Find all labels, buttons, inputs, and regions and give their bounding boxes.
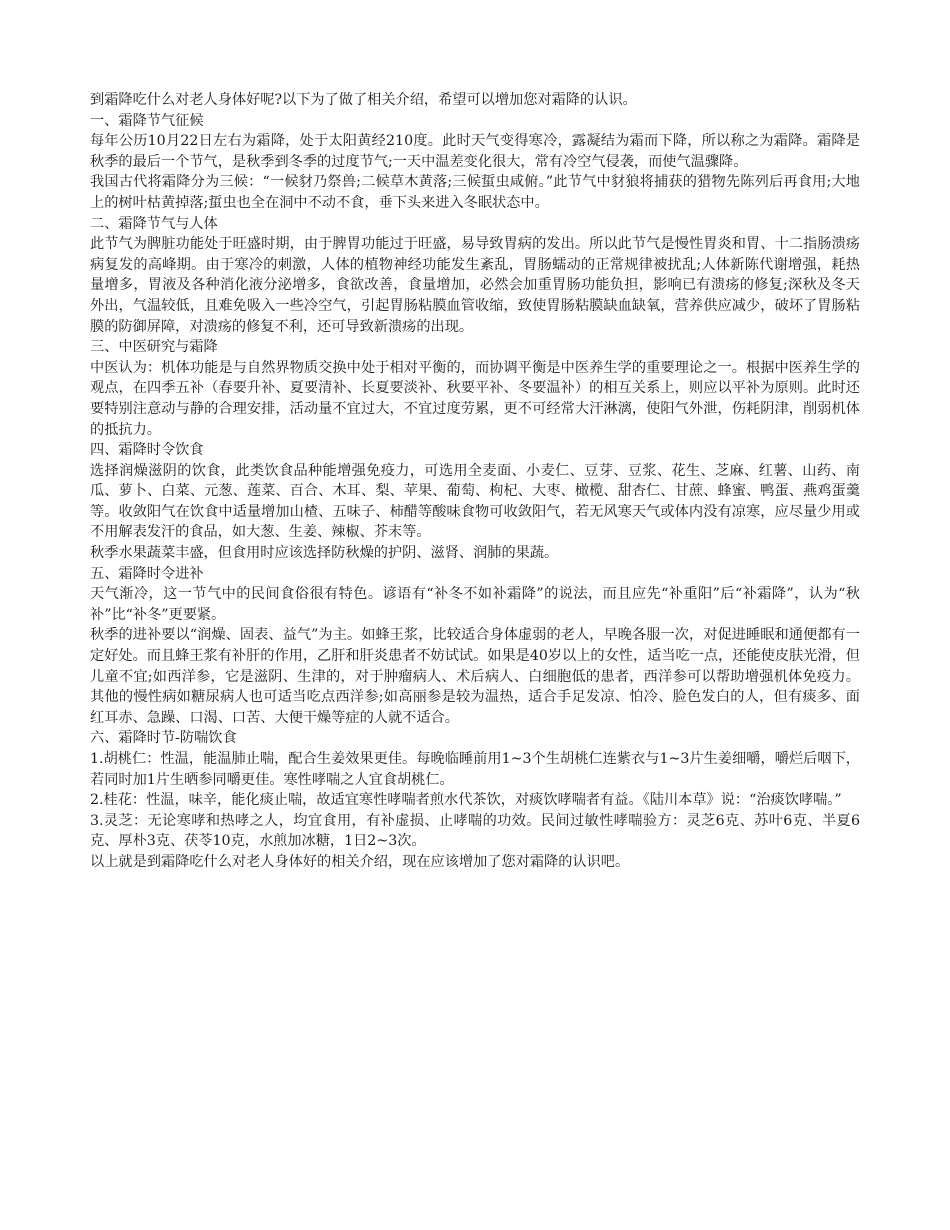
list-item: 3.灵芝：无论寒哮和热哮之人，均宜食用，有补虚损、止哮喘的功效。民间过敏性哮喘验方：灵芝6克、苏叶6克、半夏6克、厚朴3克、茯苓10克，水煎加冰糖，1日2~3次。: [90, 812, 860, 850]
body-paragraph: 我国古代将霜降分为三候：“一候豺乃祭兽;二候草木黄落;三候蜇虫咸俯。”此节气中豺狼将捕获的猎物先陈列后再食用;大地上的树叶枯黄掉落;蜇虫也全在洞中不动不食，垂下头来进入冬眠状态中。: [90, 174, 860, 211]
section-heading: 四、霜降时令饮食: [90, 442, 204, 459]
list-item: 2.桂花：性温，味辛，能化痰止喘，故适宜寒性哮喘者煎水代茶饮，对痰饮哮喘者有益。《陆川本草》说：“治痰饮哮喘。”: [90, 792, 842, 809]
body-paragraph: 此节气为脾脏功能处于旺盛时期，由于脾胃功能过于旺盛，易导致胃病的发出。所以此节气是慢性胃炎和胃、十二指肠溃疡病复发的高峰期。由于寒冷的刺激，人体的植物神经功能发生紊乱，胃肠蠕动的正常规律被扰乱;人体新陈代谢增强，耗热量增多，胃液及各种消化液分泌增多，食欲改善，食量增加，必然会加重胃肠功能负担，影响已有溃疡的修复;深秋及冬天外出，气温较低，且难免吸入一些冷空气，引起胃肠粘膜血管收缩，致使胃肠粘膜缺血缺氧，营养供应减少，破坏了胃肠粘膜的防御屏障，对溃疡的修复不利，还可导致新溃疡的出现。: [90, 236, 860, 335]
body-paragraph: 秋季水果蔬菜丰盛，但食用时应该选择防秋燥的护阴、滋肾、润肺的果蔬。: [90, 545, 559, 562]
section-heading: 五、霜降时令进补: [90, 565, 204, 582]
section-heading: 二、霜降节气与人体: [90, 215, 218, 232]
body-paragraph: 中医认为：机体功能是与自然界物质交换中处于相对平衡的，而协调平衡是中医养生学的重要理论之一。根据中医养生学的观点，在四季五补（春要升补、夏要清补、长夏要淡补、秋要平补、冬要温补）的相互关系上，则应以平补为原则。此时还要特别注意动与静的合理安排，活动量不宜过大，不宜过度劳累，更不可经常大汗淋漓，使阳气外泄，伤耗阴津，削弱机体的抵抗力。: [90, 359, 860, 438]
body-paragraph: 天气渐冷，这一节气中的民间食俗很有特色。谚语有“补冬不如补霜降”的说法，而且应先“补重阳”后“补霜降”，认为“秋补”比“补冬”更要紧。: [90, 586, 860, 623]
intro-paragraph: 到霜降吃什么对老人身体好呢?以下为了做了相关介绍，希望可以增加您对霜降的认识。: [90, 92, 637, 108]
document-body: [90, 90, 860, 873]
list-item: 1.胡桃仁：性温，能温肺止喘，配合生姜效果更佳。每晚临睡前用1~3个生胡桃仁连紫衣与1~3片生姜细嚼，嚼烂后咽下，若同时加1片生晒参同嚼更佳。寒性哮喘之人宜食胡桃仁。: [90, 751, 860, 788]
body-paragraph: 选择润燥滋阴的饮食，此类饮食品种能增强免疫力，可选用全麦面、小麦仁、豆芽、豆浆、花生、芝麻、红薯、山药、南瓜、萝卜、白菜、元葱、莲菜、百合、木耳、梨、苹果、葡萄、枸杞、大枣、橄榄、甜杏仁、甘蔗、蜂蜜、鸭蛋、燕鸡蛋羹等。收敛阳气在饮食中适量增加山楂、五味子、柿醋等酸味食物可收敛阳气，若无风寒天气或体内没有凉寒，应尽量少用或不用解表发汗的食品，如大葱、生姜、辣椒、芥末等。: [90, 462, 860, 541]
body-paragraph: 秋季的进补要以“润燥、固表、益气”为主。如蜂王浆，比较适合身体虚弱的老人，早晚各服一次，对促进睡眠和通便都有一定好处。而且蜂王浆有补肝的作用，乙肝和肝炎患者不妨试试。如果是40岁以上的女性，适当吃一点，还能使皮肤光滑，但儿童不宜;如西洋参，它是滋阴、生津的，对于肿瘤病人、术后病人、白细胞低的患者，西洋参可以帮助增强机体免疫力。其他的慢性病如糖尿病人也可适当吃点西洋参;如高丽参是较为温热，适合手足发凉、怕冷、脸色发白的人，但有痰多、面红耳赤、急躁、口渴、口苦、大便干燥等症的人就不适合。: [90, 627, 860, 726]
section-heading: 六、霜降时节-防喘饮食: [90, 730, 237, 747]
section-heading: 一、霜降节气征候: [90, 112, 204, 129]
body-paragraph: 每年公历10月22日左右为霜降，处于太阳黄经210度。此时天气变得寒冷，露凝结为霜而下降，所以称之为霜降。霜降是秋季的最后一个节气，是秋季到冬季的过度节气;一天中温差变化很大，常有冷空气侵袭，而使气温骤降。: [90, 133, 860, 170]
closing-paragraph: 以上就是到霜降吃什么对老人身体好的相关介绍，现在应该增加了您对霜降的认识吧。: [90, 853, 630, 870]
section-heading: 三、中医研究与霜降: [90, 339, 218, 356]
